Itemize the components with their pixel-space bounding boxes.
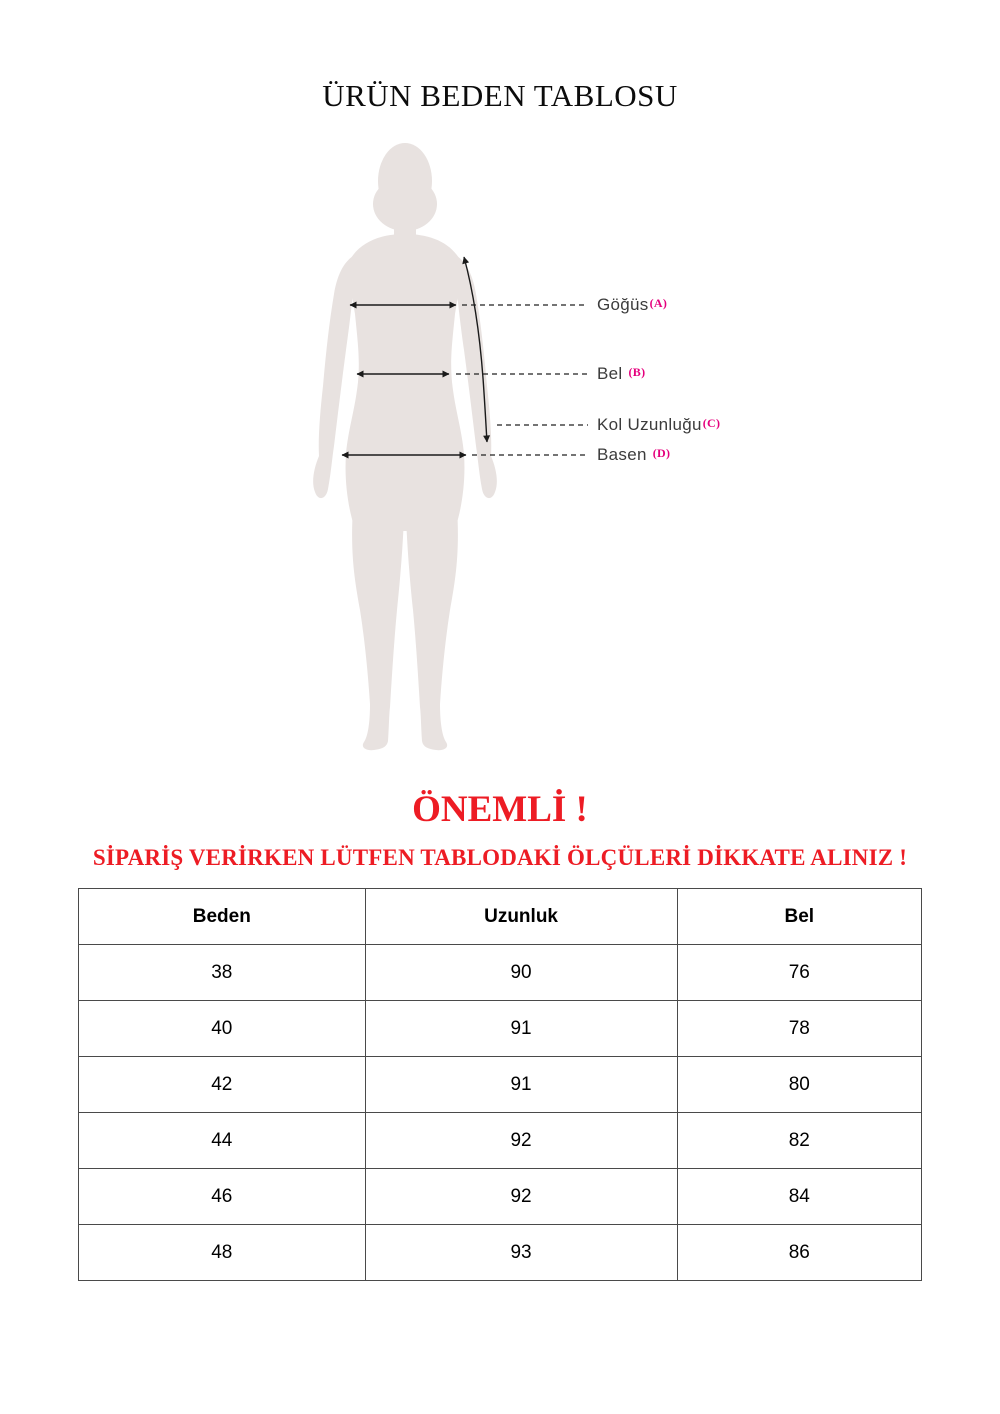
- table-cell: 40: [79, 1001, 366, 1057]
- table-cell: 46: [79, 1169, 366, 1225]
- table-cell: 80: [677, 1057, 921, 1113]
- table-cell: 91: [365, 1001, 677, 1057]
- measure-label-chest-text: Göğüs: [597, 295, 649, 314]
- table-cell: 93: [365, 1225, 677, 1281]
- col-header-bel: Bel: [677, 889, 921, 945]
- table-cell: 92: [365, 1169, 677, 1225]
- table-row: [79, 1057, 922, 1113]
- size-table-body: [79, 945, 922, 1281]
- measure-letter-c: (C): [702, 416, 721, 430]
- table-row: [79, 1225, 922, 1281]
- silhouette-left-leg: [352, 508, 404, 750]
- size-table: [78, 888, 922, 1281]
- table-cell: 90: [365, 945, 677, 1001]
- table-cell: 44: [79, 1113, 366, 1169]
- col-header-beden: Beden: [79, 889, 366, 945]
- table-cell: 86: [677, 1225, 921, 1281]
- table-row: [79, 945, 922, 1001]
- table-row: [79, 1169, 922, 1225]
- table-header-row: [79, 889, 922, 945]
- size-table-grid: [78, 888, 922, 1281]
- table-cell: 82: [677, 1113, 921, 1169]
- table-row: [79, 1001, 922, 1057]
- important-heading: ÖNEMLİ !: [412, 789, 588, 830]
- page-title: ÜRÜN BEDEN TABLOSU: [322, 78, 678, 113]
- col-header-uzunluk: Uzunluk: [365, 889, 677, 945]
- table-cell: 91: [365, 1057, 677, 1113]
- table-row: [79, 1113, 922, 1169]
- table-cell: 76: [677, 945, 921, 1001]
- table-cell: 42: [79, 1057, 366, 1113]
- order-warning-text: SİPARİŞ VERİRKEN LÜTFEN TABLODAKİ ÖLÇÜLERİ DİKKATE ALINIZ !: [92, 845, 908, 870]
- table-cell: 92: [365, 1113, 677, 1169]
- table-cell: 84: [677, 1169, 921, 1225]
- measure-label-chest: [597, 295, 667, 315]
- body-silhouette-figure: [313, 143, 497, 750]
- measure-label-arm-length: [597, 415, 720, 435]
- table-cell: 78: [677, 1001, 921, 1057]
- measure-label-waist: [597, 364, 645, 384]
- measure-letter-d: (D): [652, 446, 671, 460]
- silhouette-torso: [346, 234, 465, 531]
- measure-letter-b: (B): [628, 365, 646, 379]
- measure-label-waist-text: Bel: [597, 364, 628, 383]
- measure-letter-a: (A): [649, 296, 668, 310]
- measure-label-hip: [597, 445, 670, 465]
- measure-label-hip-text: Basen: [597, 445, 652, 464]
- measure-label-arm-length-text: Kol Uzunluğu: [597, 415, 702, 434]
- silhouette-right-leg: [406, 508, 458, 750]
- table-cell: 48: [79, 1225, 366, 1281]
- table-cell: 38: [79, 945, 366, 1001]
